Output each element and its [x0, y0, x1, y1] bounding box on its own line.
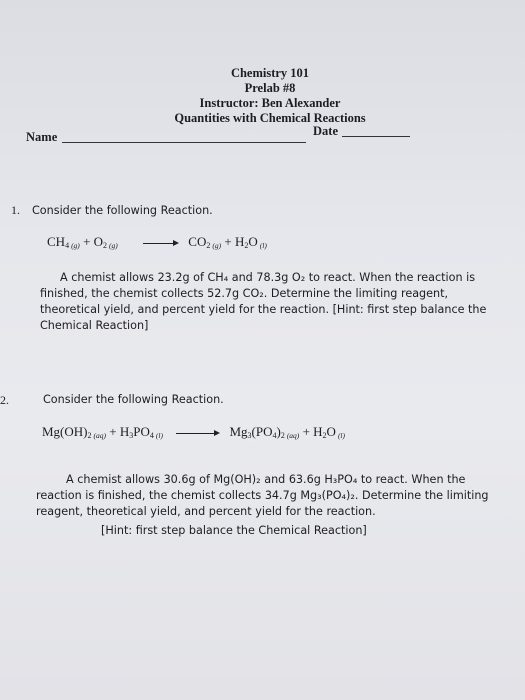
reaction-arrow: [143, 239, 179, 247]
q1-product-co2: $CO_2$ (g): [188, 234, 222, 250]
course-title: Chemistry 101: [230, 66, 310, 80]
name-label: Name: [26, 130, 58, 144]
q2-reactant-h3po4: $H_3PO_4$ (l): [119, 424, 163, 440]
q1-number: 1.: [11, 203, 20, 217]
q2-hint: [Hint: first step balance the Chemical Reaction]: [101, 524, 367, 537]
q1-prompt: Consider the following Reaction.: [32, 204, 213, 217]
q1-paragraph: A chemist allows 23.2g of CH₄ and 78.3g O₂ to react. When the reaction is finished, the chemist collects 52.7g CO₂. Determine the limiting reagent, theoretical yield, and percent yield for the reaction. [Hint: first step balance the Chemical Reaction]: [40, 271, 487, 332]
q2-reactant-mgoh2: $Mg(OH)_2$ (aq): [42, 424, 106, 440]
reaction-arrow: [176, 429, 220, 437]
instructor-line: Instructor: Ben Alexander: [199, 96, 341, 110]
q1-product-h2o: $H_2O$ (l): [234, 234, 267, 250]
q1-reactant-ch4: $CH_4$ (g): [47, 234, 80, 250]
q1-reactant-o2: $O_2$ (g): [93, 234, 118, 250]
date-label: Date: [313, 124, 338, 138]
date-blank-line: [342, 136, 410, 137]
q2-prompt: Consider the following Reaction.: [43, 393, 224, 406]
q2-number: 2.: [0, 393, 9, 407]
q2-product-mg3po42: $Mg_3(PO_4)_2$ (aq): [229, 424, 300, 440]
q2-equation: $Mg(OH)_2$ $(aq) + H_3PO_4$ (l) $Mg_3(PO_4)_2$ $(aq) + H_2O$ (l): [42, 424, 346, 440]
q2-paragraph: A chemist allows 30.6g of Mg(OH)₂ and 63.6g H₃PO₄ to react. When the reaction is finished, the chemist collects 34.7g Mg₃(PO₄)₂. Determine the limiting reagent, theoretical yield, and percent yield for the reaction.: [36, 473, 489, 518]
name-blank-line: [62, 142, 306, 143]
q2-product-h2o: $H_2O$ (l): [313, 424, 346, 440]
q1-equation: $CH_4$ $(g) + O_2$ (g) $CO_2$ $(g) + H_2O$ (l): [47, 234, 267, 250]
worksheet-topic: Quantities with Chemical Reactions: [174, 111, 366, 125]
prelab-number: Prelab #8: [244, 81, 296, 95]
